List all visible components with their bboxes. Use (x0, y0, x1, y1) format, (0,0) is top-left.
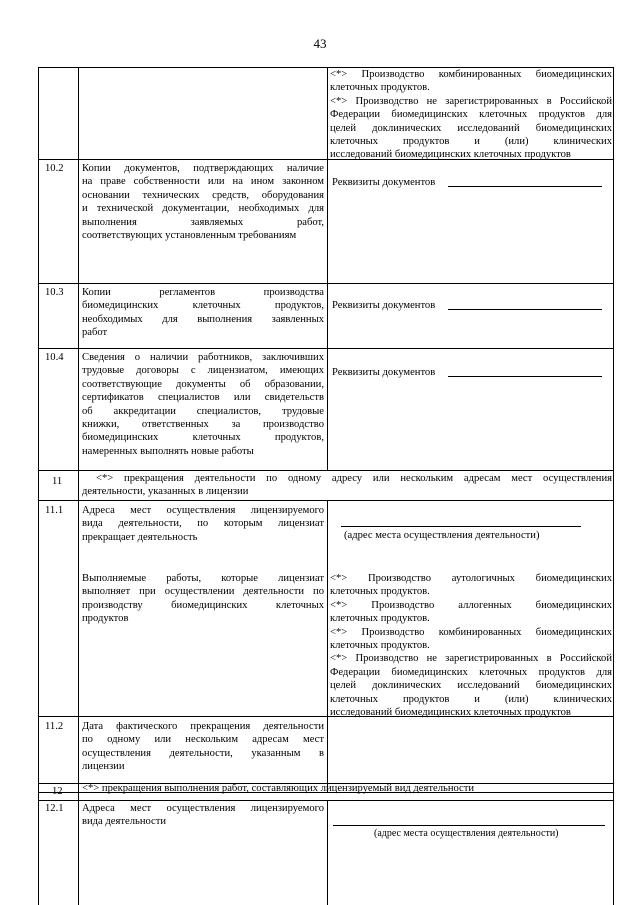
text-line: на праве собственности или на ином законном (82, 176, 324, 188)
list-item: клеточных продуктов и (или) клинических (330, 136, 612, 148)
row-number: 10.3 (45, 287, 64, 298)
list-item: Федерации биомедицинских клеточных продуктов для (330, 666, 612, 678)
section-heading: <*> прекращения выполнения работ, составляющих лицензируемый вид деятельности (82, 783, 475, 794)
list-item: исследований биомедицинских клеточных продуктов (330, 707, 571, 719)
list-item: клеточных продуктов и (или) клинических (330, 693, 612, 705)
address-caption: (адрес места осуществления деятельности) (374, 828, 559, 839)
row-description (82, 351, 324, 458)
document-details-field[interactable] (448, 186, 602, 187)
list-item: <*> Производство не зарегистрированных в Российской (330, 95, 612, 107)
list-item: <*> Производство аллогенных биомедицинских (330, 599, 612, 611)
list-item: Федерации биомедицинских клеточных продуктов для (330, 109, 612, 121)
text-line: сертификатов специалистов или свидетельств (82, 392, 324, 404)
text-line: по одному или нескольким адресам мест (82, 734, 324, 746)
row-number: 12.1 (45, 803, 64, 814)
middle-column-divider (327, 800, 328, 905)
row-description (82, 720, 324, 774)
works-description (82, 572, 324, 626)
works-list (330, 572, 612, 719)
text-line: основании технических средств, оборудования (82, 189, 324, 201)
row-divider (38, 470, 614, 471)
list-item: клеточных продуктов. (330, 82, 430, 94)
text-line: трудовые договоры с лицензиатом, имеющих (82, 365, 324, 377)
table-border-left (38, 67, 39, 905)
text-line: прекращает деятельность (82, 531, 198, 543)
text-line: и технической документации, необходимых для (82, 203, 324, 215)
text-line: соответствующие документы об образовании, (82, 378, 324, 390)
text-line: осуществления деятельности, указанным в (82, 747, 324, 759)
row-number: 11 (52, 476, 63, 487)
text-line: Выполняемые работы, которые лицензиат (82, 573, 324, 584)
text-line: Копии документов, подтверждающих наличие (82, 163, 324, 174)
row-divider (38, 800, 614, 801)
text-line: вида деятельности (82, 816, 167, 828)
row-description (82, 802, 324, 829)
text-line: выполняет при осуществлении деятельности по (82, 586, 324, 598)
list-item: <*> Производство аутологичных биомедицинских (330, 573, 612, 584)
number-column-divider (78, 67, 79, 905)
row-number: 11.2 (45, 721, 64, 732)
list-item: целей доклинических исследований биомедицинских (330, 680, 612, 692)
address-field[interactable] (333, 825, 605, 826)
document-details-label: Реквизиты документов (332, 367, 436, 378)
address-caption: (адрес места осуществления деятельности) (344, 530, 540, 541)
list-item: клеточных продуктов. (330, 586, 430, 598)
table-border-right (613, 67, 614, 905)
text-line: Сведения о наличии работников, заключивших (82, 352, 324, 363)
row-description (82, 504, 324, 544)
text-line: книжки, ответственных за производство (82, 419, 324, 431)
text-line: Адреса мест осуществления лицензируемого (82, 803, 324, 814)
text-line: Копии регламентов производства (82, 287, 324, 298)
row-number: 11.1 (45, 505, 64, 516)
text-line: <*> прекращения деятельности по одному адресу или нескольким адресам мест осуществления (96, 473, 612, 484)
row-number: 10.4 (45, 352, 64, 363)
text-line: продуктов (82, 613, 129, 625)
row-divider (38, 348, 614, 349)
text-line: производству биомедицинских клеточных (82, 599, 324, 611)
row-divider (38, 283, 614, 284)
text-line: биомедицинских клеточных продуктов, (82, 300, 324, 312)
document-details-field[interactable] (448, 309, 602, 310)
page-number: 43 (313, 36, 327, 51)
section-heading (82, 472, 612, 499)
text-line: выполнения заявляемых работ, (82, 216, 324, 228)
list-item: клеточных продуктов. (330, 640, 430, 652)
list-item: <*> Производство не зарегистрированных в Российской (330, 653, 612, 665)
row-divider (38, 500, 614, 501)
list-item: исследований биомедицинских клеточных продуктов (330, 149, 571, 161)
text-line: намеренных выполнять новые работы (82, 445, 254, 457)
list-item: клеточных продуктов. (330, 613, 430, 625)
text-line: Адреса мест осуществления лицензируемого (82, 505, 324, 516)
list-item: целей доклинических исследований биомедицинских (330, 122, 612, 134)
middle-column-divider (327, 67, 328, 470)
document-details-label: Реквизиты документов (332, 177, 436, 188)
text-line: необходимых для выполнения заявленных (82, 313, 324, 325)
list-item: <*> Производство комбинированных биомедицинских (330, 69, 612, 80)
text-line: лицензии (82, 761, 125, 773)
text-line: работ (82, 327, 108, 339)
row-number: 10.2 (45, 163, 64, 174)
middle-column-divider (327, 500, 328, 792)
document-details-field[interactable] (448, 376, 602, 377)
document-details-label: Реквизиты документов (332, 300, 436, 311)
application-form-table (38, 67, 614, 905)
row-description (82, 286, 324, 340)
row-number: 12 (52, 786, 63, 797)
list-item: <*> Производство комбинированных биомедицинских (330, 626, 612, 638)
text-line: соответствующих установленным требованиям (82, 230, 297, 242)
top-row-works-list (330, 68, 612, 162)
text-line: Дата фактического прекращения деятельности (82, 721, 324, 732)
text-line: об аккредитации специалистов, трудовые (82, 405, 324, 417)
address-field[interactable] (341, 526, 581, 527)
text-line: вида деятельности, по которым лицензиат (82, 518, 324, 530)
text-line: деятельности, указанных в лицензии (82, 486, 249, 498)
row-description (82, 162, 324, 242)
text-line: биомедицинских клеточных продуктов, (82, 432, 324, 444)
